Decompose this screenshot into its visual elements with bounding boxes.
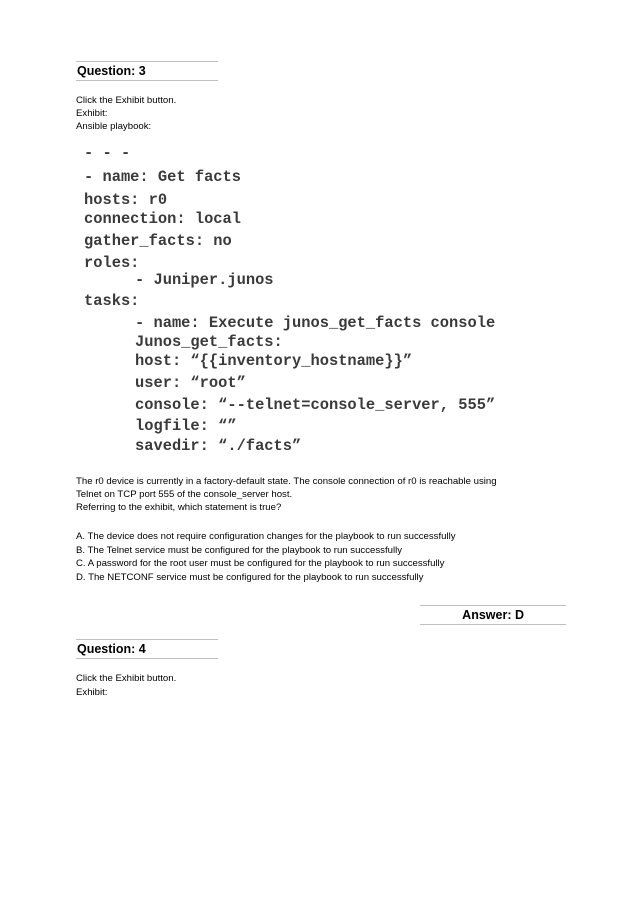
question-3-header [76,61,218,81]
question-3-description-line: The r0 device is currently in a factory-default state. The console connection of r0 is reachable using [76,476,497,487]
code-line: gather_facts: no [84,232,232,250]
question-3-intro-line: Ansible playbook: [76,121,152,132]
answer-option-c: C. A password for the root user must be configured for the playbook to run successfully [76,558,445,569]
answer-label: Answer: D [462,608,524,622]
code-line: - Juniper.junos [135,271,274,289]
code-line: hosts: r0 [84,191,168,209]
code-line: savedir: “./facts” [135,437,302,455]
answer-option-a: A. The device does not require configuration changes for the playbook to run successfully [76,531,456,542]
question-3-intro-line: Exhibit: [76,108,108,119]
code-line: - name: Get facts [84,168,242,186]
code-line: Junos_get_facts: [135,333,283,351]
code-line: logfile: “” [135,417,237,435]
code-line: console: “--telnet=console_server, 555” [135,396,496,414]
question-3-description-line: Referring to the exhibit, which statement is true? [76,502,282,513]
answer-option-d: D. The NETCONF service must be configured for the playbook to run successfully [76,572,424,583]
code-line: - - - [84,144,131,162]
code-line: connection: local [84,210,242,228]
code-line: host: “{{inventory_hostname}}” [135,352,413,370]
code-line: user: “root” [135,374,246,392]
answer-option-b: B. The Telnet service must be configured for the playbook to run successfully [76,545,403,556]
question-3-description-line: Telnet on TCP port 555 of the console_server host. [76,489,293,500]
code-line: - name: Execute junos_get_facts console [135,314,496,332]
question-4-header [76,639,218,659]
code-line: tasks: [84,292,140,310]
question-4-intro-line: Click the Exhibit button. [76,673,177,684]
question-3-title: Question: 3 [77,64,146,78]
question-4-title: Question: 4 [77,642,146,656]
code-line: roles: [84,254,140,272]
question-3-intro-line: Click the Exhibit button. [76,95,177,106]
answer-box [420,605,566,625]
question-4-intro-line: Exhibit: [76,687,108,698]
